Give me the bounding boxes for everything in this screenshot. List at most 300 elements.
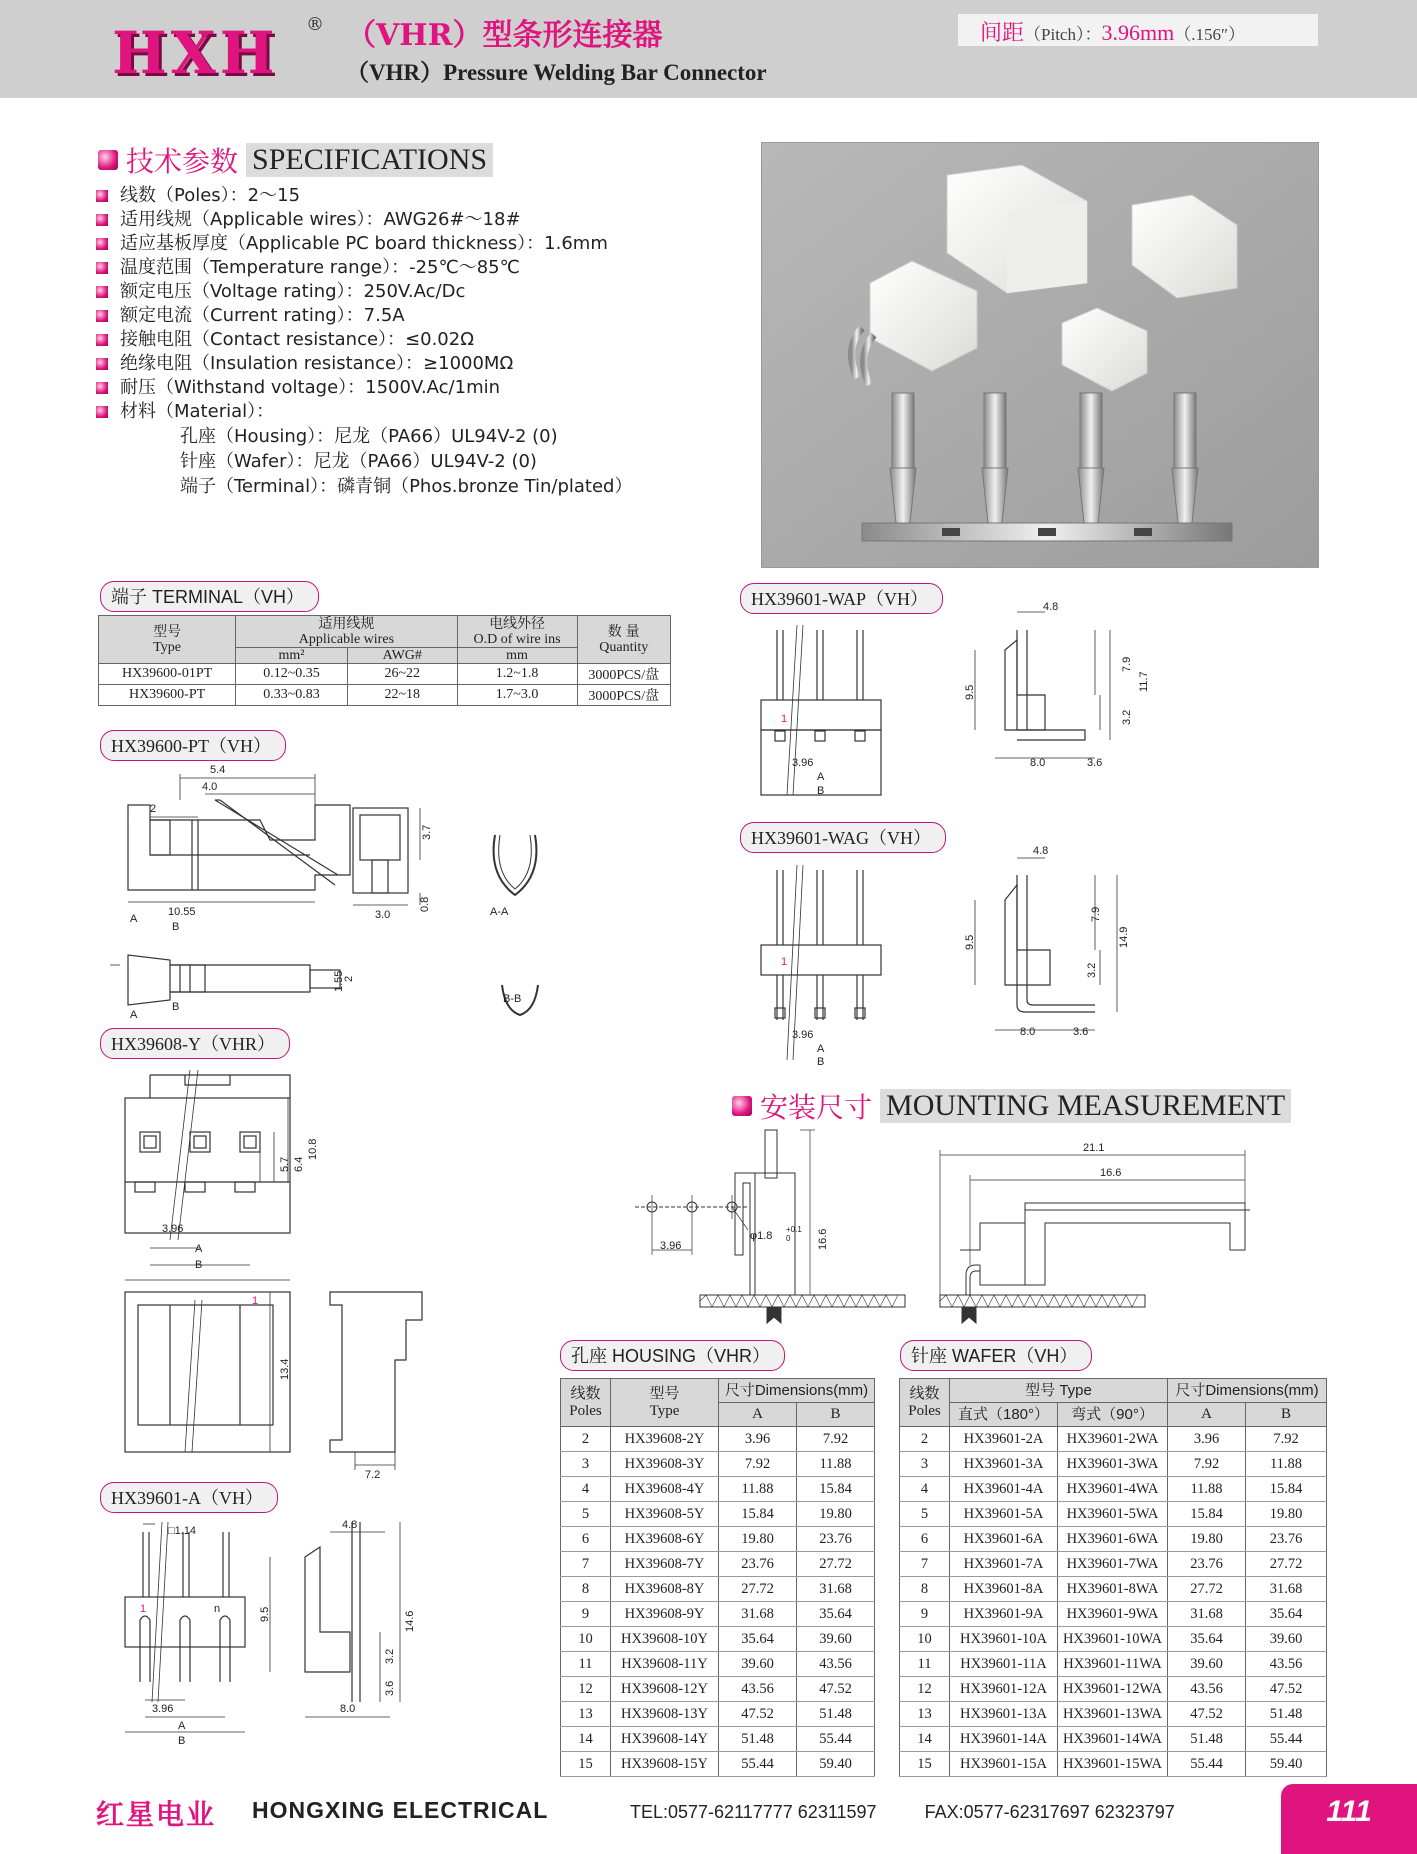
cell: 22~18 [347, 685, 457, 706]
cell: 51.48 [797, 1702, 875, 1727]
cell: 5 [900, 1502, 950, 1527]
pitch-badge [958, 14, 1318, 46]
cell: HX39600-PT [99, 685, 236, 706]
cell: 9 [561, 1602, 611, 1627]
bullet-icon [96, 190, 108, 202]
dim-label: 3.2 [384, 1648, 396, 1664]
bullet-icon [96, 262, 108, 274]
bullet-icon [96, 334, 108, 346]
cell: 39.60 [797, 1627, 875, 1652]
cell: 11.88 [1246, 1452, 1327, 1477]
spec-list [96, 184, 736, 499]
mount-heading [732, 1086, 1291, 1126]
mount-heading-en: MOUNTING MEASUREMENT [880, 1089, 1291, 1123]
pin-one-marker: 1 [781, 713, 788, 725]
spec-text: 适用线规（Applicable wires）：AWG26#～18# [120, 209, 521, 230]
cell: HX39601-7A [950, 1552, 1058, 1577]
spec-text: 耐压（Withstand voltage）：1500V.Ac/1min [120, 377, 501, 398]
bullet-icon [96, 286, 108, 298]
cell: 6 [561, 1527, 611, 1552]
dim-label: 3.0 [375, 909, 391, 921]
dim-label: 4.8 [1033, 845, 1049, 857]
cell: HX39600-01PT [99, 664, 236, 685]
dim-label: 3.2 [1121, 709, 1133, 725]
cell: 47.52 [1246, 1677, 1327, 1702]
dim-label: 9.5 [259, 1606, 271, 1622]
cell: 7.92 [1168, 1452, 1246, 1477]
pin-n-marker: n [214, 1603, 221, 1615]
section-marker: B [172, 1001, 180, 1013]
bullet-icon [96, 406, 108, 418]
dim-label: 8.0 [340, 1703, 356, 1715]
cell: 55.44 [1168, 1752, 1246, 1777]
dim-label: 9.5 [964, 684, 976, 700]
cell: HX39601-9A [950, 1602, 1058, 1627]
y-drawing [110, 1060, 470, 1480]
th-type-en: Type [153, 640, 181, 655]
pin-one-marker: 1 [781, 956, 788, 968]
cell: HX39608-7Y [611, 1552, 719, 1577]
spec-item [96, 280, 736, 304]
cell: HX39608-10Y [611, 1627, 719, 1652]
cell: 3 [900, 1452, 950, 1477]
dim-label: 8.0 [1030, 757, 1046, 769]
page-title-cn: （VHR）型条形连接器 [346, 18, 663, 53]
spec-text: 额定电流（Current rating）：7.5A [120, 305, 405, 326]
spec-item [96, 352, 736, 376]
dim-label: 10.8 [307, 1138, 319, 1160]
cell: HX39601-4A [950, 1477, 1058, 1502]
th-wires-cn: 适用线规 [318, 615, 375, 631]
cell: 14 [900, 1727, 950, 1752]
th-od-cn: 电线外径 [489, 615, 546, 631]
cell: HX39601-13WA [1058, 1702, 1168, 1727]
cell: 15.84 [719, 1502, 797, 1527]
cell: HX39601-12WA [1058, 1677, 1168, 1702]
cell: HX39601-12A [950, 1677, 1058, 1702]
cell: 1.7~3.0 [457, 685, 577, 706]
cell: HX39608-11Y [611, 1652, 719, 1677]
pitch-value: 3.96mm [1101, 20, 1175, 45]
cell: HX39608-14Y [611, 1727, 719, 1752]
cell: 31.68 [1246, 1577, 1327, 1602]
dim-label: A [817, 771, 825, 783]
dim-label: 2 [343, 975, 355, 982]
table-row [99, 685, 671, 706]
dim-label: 5.7 [279, 1156, 291, 1172]
table-row [900, 1477, 1327, 1502]
section-label: A-A [490, 906, 509, 918]
cell: 47.52 [797, 1677, 875, 1702]
th-wires-en: Applicable wires [298, 632, 395, 647]
table-row [900, 1752, 1327, 1777]
spec-text: 材料（Material）： [120, 401, 275, 422]
cell: 1.2~1.8 [457, 664, 577, 685]
section-marker: A [130, 913, 138, 925]
cell: 11.88 [797, 1452, 875, 1477]
cell: 8 [561, 1577, 611, 1602]
cell: 27.72 [1246, 1552, 1327, 1577]
th-qty-en: Quantity [599, 640, 649, 655]
cell: HX39601-8A [950, 1577, 1058, 1602]
cell: 23.76 [719, 1552, 797, 1577]
housing-label [560, 1340, 785, 1371]
th-poles-en: Poles [569, 1403, 602, 1419]
cell: 3000PCS/盘 [577, 685, 671, 706]
table-row [561, 1427, 875, 1452]
th-type: 型号 Type [1025, 1381, 1092, 1399]
cell: HX39601-5WA [1058, 1502, 1168, 1527]
cell: 43.56 [797, 1652, 875, 1677]
pink-square-icon [732, 1096, 752, 1116]
dim-label: 4.8 [342, 1519, 358, 1531]
table-row [900, 1702, 1327, 1727]
section-marker: B [172, 921, 180, 933]
cell: 15 [561, 1752, 611, 1777]
spec-item [96, 304, 736, 328]
th-mm: mm [457, 648, 577, 664]
cell: 10 [561, 1627, 611, 1652]
th-a: A [1168, 1403, 1246, 1427]
th-b: B [797, 1403, 875, 1427]
wafer-body [900, 1427, 1327, 1777]
cell: 47.52 [719, 1702, 797, 1727]
spec-item [96, 232, 736, 256]
cell: 9 [900, 1602, 950, 1627]
pin-one-marker: 1 [140, 1603, 147, 1615]
cell: 12 [900, 1677, 950, 1702]
dim-label: 8.0 [1020, 1026, 1036, 1038]
cell: HX39608-8Y [611, 1577, 719, 1602]
cell: 39.60 [719, 1652, 797, 1677]
th-poles-en: Poles [908, 1403, 941, 1419]
th-straight: 直式（180°） [957, 1405, 1050, 1423]
cell: HX39601-14WA [1058, 1727, 1168, 1752]
table-row [900, 1452, 1327, 1477]
cell: 23.76 [1168, 1552, 1246, 1577]
cell: 0.12~0.35 [236, 664, 348, 685]
spec-text: 接触电阻（Contact resistance）：≤0.02Ω [120, 329, 474, 350]
spec-text: 额定电压（Voltage rating）：250V.Ac/Dc [120, 281, 466, 302]
material-item: 针座（Wafer）：尼龙（PA66）UL94V-2 (0) [180, 451, 537, 472]
cell: HX39601-9WA [1058, 1602, 1168, 1627]
housing-body [561, 1427, 875, 1777]
cell: 39.60 [1246, 1627, 1327, 1652]
cell: 15.84 [797, 1477, 875, 1502]
cell: 13 [561, 1702, 611, 1727]
mount-heading-cn: 安装尺寸 [760, 1091, 873, 1124]
cell: 55.44 [797, 1727, 875, 1752]
cell: HX39601-2A [950, 1427, 1058, 1452]
footer-fax: FAX:0577-62317697 62323797 [924, 1802, 1175, 1822]
dim-label: 9.5 [964, 934, 976, 950]
footer-contact [630, 1802, 1175, 1823]
dim-label: φ1.8 [750, 1230, 773, 1242]
table-row [900, 1427, 1327, 1452]
cell: HX39608-4Y [611, 1477, 719, 1502]
table-row [561, 1652, 875, 1677]
footer-tel: TEL:0577-62117777 62311597 [630, 1802, 877, 1822]
cell: 8 [900, 1577, 950, 1602]
wap-drawing [755, 600, 1175, 805]
cell: 35.64 [797, 1602, 875, 1627]
table-row [561, 1577, 875, 1602]
table-row [900, 1652, 1327, 1677]
specs-heading-en: SPECIFICATIONS [246, 143, 493, 177]
dim-label: 14.9 [1118, 926, 1130, 948]
dim-label: B [817, 785, 825, 797]
bullet-icon [96, 310, 108, 322]
spec-text: 温度范围（Temperature range）：-25℃～85℃ [120, 257, 520, 278]
table-row [900, 1552, 1327, 1577]
wafer-label-text: 针座 WAFER（VH） [911, 1346, 1078, 1366]
pitch-inch: （.156″） [1174, 25, 1246, 44]
table-row [561, 1477, 875, 1502]
cell: 7.92 [719, 1452, 797, 1477]
terminal-label [100, 581, 319, 612]
section-marker: A [130, 1009, 138, 1021]
spec-item [96, 328, 736, 352]
dim-label: 3.2 [1086, 962, 1098, 978]
terminal-table [98, 615, 671, 706]
bullet-icon [96, 214, 108, 226]
cell: 55.44 [719, 1752, 797, 1777]
dim-label: 7.2 [365, 1469, 381, 1480]
cell: 10 [900, 1627, 950, 1652]
pt-label: HX39600-PT（VH） [100, 730, 286, 761]
page-title-en: （VHR）Pressure Welding Bar Connector [346, 60, 767, 85]
cell: 23.76 [1246, 1527, 1327, 1552]
cell: 14 [561, 1727, 611, 1752]
cell: 39.60 [1168, 1652, 1246, 1677]
material-item: 端子（Terminal）：磷青铜（Phos.bronze Tin/plated） [180, 476, 633, 497]
cell: 26~22 [347, 664, 457, 685]
th-dim: 尺寸Dimensions(mm) [724, 1381, 869, 1399]
dim-label: A [817, 1043, 825, 1055]
cell: HX39601-15WA [1058, 1752, 1168, 1777]
table-row [900, 1677, 1327, 1702]
cell: 15 [900, 1752, 950, 1777]
cell: 55.44 [1246, 1727, 1327, 1752]
cell: HX39608-12Y [611, 1677, 719, 1702]
table-row [561, 1677, 875, 1702]
th-od-en: O.D of wire ins [473, 632, 561, 647]
cell: HX39601-5A [950, 1502, 1058, 1527]
material-item: 孔座（Housing）：尼龙（PA66）UL94V-2 (0) [180, 426, 558, 447]
table-row [561, 1552, 875, 1577]
dim-label: 6.4 [293, 1156, 305, 1172]
wafer-label [900, 1340, 1092, 1371]
housing-label-text: 孔座 HOUSING（VHR） [571, 1346, 771, 1366]
table-row [561, 1502, 875, 1527]
cell: 27.72 [1168, 1577, 1246, 1602]
cell: HX39608-6Y [611, 1527, 719, 1552]
cell: 3.96 [1168, 1427, 1246, 1452]
cell: 3.96 [719, 1427, 797, 1452]
cell: 27.72 [797, 1552, 875, 1577]
table-row [900, 1727, 1327, 1752]
cell: 19.80 [1168, 1527, 1246, 1552]
cell: 19.80 [719, 1527, 797, 1552]
table-row [561, 1452, 875, 1477]
dim-label: B [195, 1259, 203, 1271]
cell: 51.48 [1246, 1702, 1327, 1727]
dim-label: 10.55 [168, 906, 196, 918]
bullet-icon [96, 358, 108, 370]
pink-square-icon [98, 150, 118, 170]
y-label: HX39608-Y（VHR） [100, 1028, 290, 1059]
cell: HX39601-10A [950, 1627, 1058, 1652]
specs-heading [98, 140, 493, 180]
th-type-cn: 型号 [649, 1385, 680, 1402]
wag-label: HX39601-WAG（VH） [740, 822, 946, 853]
cell: 0.33~0.83 [236, 685, 348, 706]
cell: 15.84 [1168, 1502, 1246, 1527]
dim-label: 7.9 [1121, 656, 1133, 672]
th-dim: 尺寸Dimensions(mm) [1175, 1381, 1319, 1399]
cell: 11 [900, 1652, 950, 1677]
cell: HX39608-2Y [611, 1427, 719, 1452]
cell: 31.68 [719, 1602, 797, 1627]
dim-tolerance: 0 [786, 1234, 791, 1243]
cell: 2 [561, 1427, 611, 1452]
cell: HX39601-3WA [1058, 1452, 1168, 1477]
cell: HX39601-10WA [1058, 1627, 1168, 1652]
th-mm2: mm² [236, 648, 348, 664]
dim-label: 3.6 [1073, 1026, 1089, 1038]
dim-label: 3.96 [660, 1240, 682, 1252]
pt-drawing [110, 760, 570, 1025]
table-row [900, 1577, 1327, 1602]
cell: 31.68 [1168, 1602, 1246, 1627]
cell: HX39601-4WA [1058, 1477, 1168, 1502]
dim-label: □1.14 [168, 1525, 197, 1537]
spec-item [96, 376, 736, 400]
cell: 43.56 [1246, 1652, 1327, 1677]
cell: HX39608-3Y [611, 1452, 719, 1477]
dim-label: 5.4 [210, 764, 226, 776]
cell: 4 [900, 1477, 950, 1502]
bullet-icon [96, 382, 108, 394]
registered-mark: ® [306, 14, 324, 35]
cell: 5 [561, 1502, 611, 1527]
dim-label: 3.6 [1087, 757, 1103, 769]
bullet-icon [96, 238, 108, 250]
spec-item [96, 184, 736, 208]
brand-logo: HXH [112, 19, 279, 87]
dim-label: 3.7 [421, 824, 433, 840]
spec-text: 适应基板厚度（Applicable PC board thickness）：1.6mm [120, 233, 608, 254]
dim-label: 0.8 [419, 896, 431, 912]
spec-item [96, 400, 736, 424]
cell: 51.48 [1168, 1727, 1246, 1752]
dim-label: 14.6 [404, 1610, 416, 1632]
cell: HX39601-15A [950, 1752, 1058, 1777]
terminal-label-text: 端子 TERMINAL（VH） [111, 587, 305, 607]
cell: 35.64 [1246, 1602, 1327, 1627]
cell: 4 [561, 1477, 611, 1502]
table-row [900, 1602, 1327, 1627]
cell: HX39601-6WA [1058, 1527, 1168, 1552]
th-type-cn: 型号 [153, 623, 182, 639]
cell: 7 [561, 1552, 611, 1577]
a-label: HX39601-A（VH） [100, 1482, 278, 1513]
cell: HX39601-11A [950, 1652, 1058, 1677]
dim-label: A [195, 1243, 203, 1255]
table-row [561, 1702, 875, 1727]
dim-label: 16.6 [1100, 1167, 1122, 1179]
cell: 2 [900, 1427, 950, 1452]
cell: 43.56 [1168, 1677, 1246, 1702]
table-row [900, 1502, 1327, 1527]
table-row [561, 1527, 875, 1552]
cell: 6 [900, 1527, 950, 1552]
cell: 15.84 [1246, 1477, 1327, 1502]
cell: 31.68 [797, 1577, 875, 1602]
mount-drawing [630, 1125, 1250, 1330]
dim-label: 4.8 [1043, 601, 1059, 613]
dim-label: A [178, 1720, 186, 1732]
cell: 13 [900, 1702, 950, 1727]
housing-table [560, 1378, 875, 1777]
cell: 3 [561, 1452, 611, 1477]
cell: 7 [900, 1552, 950, 1577]
dim-label: B [817, 1056, 825, 1068]
pin-one-marker: 1 [252, 1295, 259, 1307]
dim-label: 13.4 [279, 1358, 291, 1380]
dim-label: 7.9 [1090, 906, 1102, 922]
cell: 7.92 [797, 1427, 875, 1452]
wag-drawing [755, 840, 1175, 1070]
th-qty-cn: 数 量 [607, 623, 640, 639]
cell: 12 [561, 1677, 611, 1702]
table-row [561, 1727, 875, 1752]
th-poles-cn: 线数 [570, 1385, 601, 1402]
cell: HX39601-6A [950, 1527, 1058, 1552]
cell: HX39601-7WA [1058, 1552, 1168, 1577]
cell: 7.92 [1246, 1427, 1327, 1452]
dim-label: 3.96 [152, 1703, 174, 1715]
spec-text: 线数（Poles）：2～15 [120, 185, 301, 206]
cell: HX39601-3A [950, 1452, 1058, 1477]
cell: 3000PCS/盘 [577, 664, 671, 685]
cell: 11.88 [1168, 1477, 1246, 1502]
pitch-label: （Pitch）： [1024, 25, 1102, 44]
table-row [900, 1527, 1327, 1552]
product-photo [761, 142, 1319, 568]
cell: 19.80 [1246, 1502, 1327, 1527]
cell: 11 [561, 1652, 611, 1677]
cell: 59.40 [1246, 1752, 1327, 1777]
page-number: 111 [1281, 1784, 1417, 1854]
dim-label: 3.96 [792, 1029, 814, 1041]
table-row [561, 1752, 875, 1777]
dim-label: B [178, 1735, 186, 1747]
cell: 27.72 [719, 1577, 797, 1602]
cell: 43.56 [719, 1677, 797, 1702]
spec-item [96, 208, 736, 232]
table-row [561, 1627, 875, 1652]
footer-brand-cn: 红星电业 [96, 1798, 217, 1831]
cell: HX39601-11WA [1058, 1652, 1168, 1677]
dim-label: 16.6 [817, 1228, 829, 1250]
cell: HX39608-9Y [611, 1602, 719, 1627]
dim-label: 1.55 [333, 970, 345, 992]
th-b: B [1246, 1403, 1327, 1427]
table-row [561, 1602, 875, 1627]
dim-tolerance: +0.1 [786, 1225, 802, 1234]
cell: HX39608-5Y [611, 1502, 719, 1527]
